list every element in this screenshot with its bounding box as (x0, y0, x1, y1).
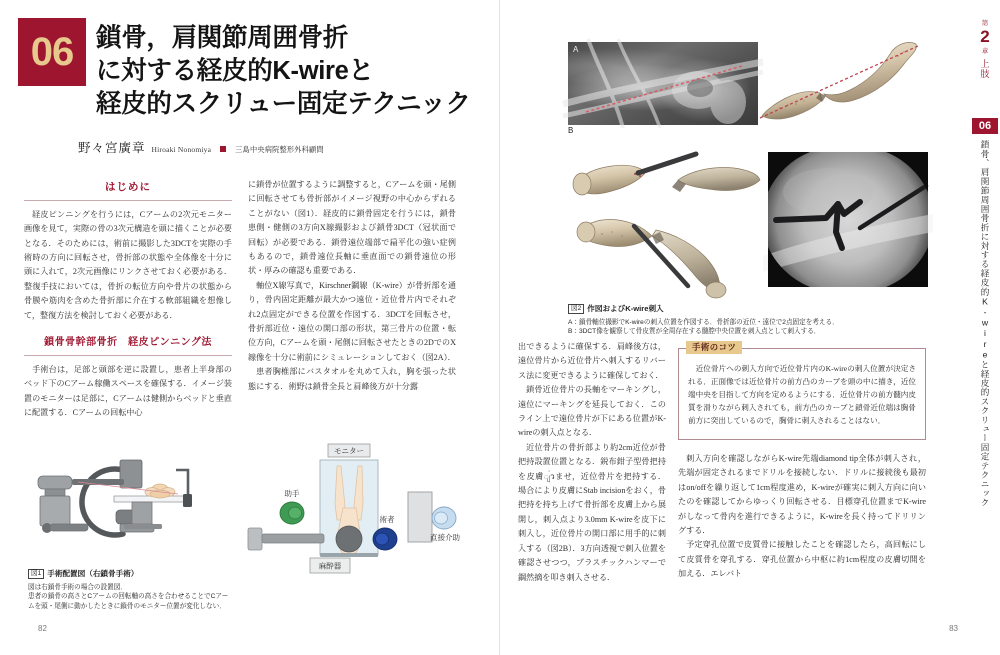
side-index-tab (970, 18, 1000, 578)
author-name: 野々宮廣章 (78, 141, 146, 155)
paragraph: 近位骨片の骨折部より約2cm近位が骨把持設置位置となる．鋭布鉗子型骨把持を皮膚ျ่วませ，近位骨片を把持する．場合により皮膚にStab incisionをおく，骨把持を持ち上げて骨折部を皮膚上から展開し，刺入点より3.0mm K-wireを皮下に刺入し，近位骨片の開口部に用手的に刺入する（図2B）．3方向透視で刺入位置を確認させつつ，プラスチックハンマーで鋼然摘を叩き刺入させる． (518, 442, 666, 582)
clavicle-3dct-svg (568, 140, 763, 300)
page-title (96, 22, 486, 121)
chapter-number-text: 06 (30, 30, 74, 74)
side-chapter-prefix: 第 (981, 20, 989, 27)
bullet-square-icon (220, 146, 226, 152)
or-room-layout-svg (248, 440, 473, 575)
figure-2-panel-b-renders (568, 126, 763, 300)
page-number-right: 83 (949, 624, 958, 633)
label-assistant: 助手 (284, 489, 300, 498)
paragraph: 手術台は，足部と頭部を逆に設置し，患者上半身部のベッド下のCアーム稼働スペースを確保する．イメージ装置のモニターは足部に，Cアームは健側からベッドと垂直に配置する．Cアームの回転中心 (24, 364, 232, 417)
figure-1-carm-illustration (28, 448, 243, 610)
figure-2-bone-render-top (758, 38, 923, 128)
paragraph: 患者胸椎部にバスタオルを丸めて入れ，胸を張った状態にする．術野は鎖骨全長と肩峰後方が十分露 (248, 367, 456, 391)
author-byline (78, 138, 324, 156)
figure-2-fluoroscopy-image (768, 152, 928, 287)
figure-2-title: 作図およびK-wire刺入 (587, 304, 664, 313)
figure-1-tag: 図1 (28, 569, 44, 579)
spacer (24, 323, 232, 334)
paragraph: 刺入方向を確認しながらK-wire先端diamond tip全体が刺入され，先端が固定されるまでドリルを接続しない．ドリルに接続後も最初はon/offを繰り返して1cm程度進め，K-wireが確実に刺入方向に向いたのを確認してからゆっくり回転させる．目標穿孔位置までK-wireがしなって骨内を進行できるように，K-wireを長く持ってドリリングする． (678, 454, 926, 536)
label-direct-assist: 直接介助 (430, 533, 460, 542)
fluoro-overlay-svg (768, 152, 928, 287)
label-surgeon: 術者 (379, 515, 395, 524)
side-vertical-title: 鎖骨、肩関節周囲骨折に対する経皮的K-wireと経皮的スクリュー固定テクニック (980, 140, 990, 508)
text-column-3 (518, 340, 666, 585)
right-page (500, 0, 1000, 655)
paragraph: 軸位X線写真で，Kirschner鋼線（K-wire）が骨折部を通り，骨内固定距離が最大かつ遠位・近位骨片内でそれぞれ2点固定ができる位置を作図する．3DCTを回転させ，骨折部近位・遠位の開口部の形状，第三骨片の位置・転位方向，Cアームを頭・尾側に回転させたときの2DでのX線像を十分に術前にシミュレーションしておく（図2A）． (248, 280, 456, 362)
figure-1-title: 手術配置図（右鎖骨手術） (47, 569, 139, 578)
label-anesthesia: 麻酔器 (318, 561, 342, 571)
figure-2-caption (568, 298, 928, 337)
side-part-label: 上肢 (979, 59, 990, 79)
paragraph: 予定穿孔位置で皮質骨に接触したことを確認したら，高回転にして皮質骨を穿孔する．穿孔位置から中枢に約1cm程度の皮膚切開を加える．エレバト (678, 540, 926, 579)
figure-1-room-layout (248, 440, 473, 575)
page-number-left: 82 (38, 624, 47, 633)
text-column-2 (248, 178, 456, 394)
text-column-1 (24, 178, 232, 420)
section-heading-intro: はじめに (24, 178, 232, 201)
figure-1-caption-line-3: ムを頭・尾側に動かしたときに鎖骨のモニター位置が変化しない． (28, 602, 226, 610)
author-romaji: Hiroaki Nonomiya (151, 145, 212, 154)
figure-2-caption-line-a: A：鎖骨軸位撮影でK-wireの刺入位置を作図する．骨折部の近位・遠位で2点固定を考える． (568, 318, 839, 326)
chapter-number-badge (18, 18, 86, 86)
side-section-badge: 06 (972, 118, 998, 134)
title-line-3: 経皮的スクリュー固定テクニック (96, 90, 471, 119)
side-chapter-number: 2 (980, 27, 990, 46)
surgical-tips-box (678, 342, 926, 440)
surgical-tips-text: 近位骨片への刺入方向で近位骨片内のK-wireの刺入位置が決定される．正面像では近位骨片の前方凸のカーブを頭の中に描き，近位端中央を目指して方向を定めるようにする．近位骨片の前方髄内皮質を滑りながら刺入されても，前方凸のカーブと鎖骨近位端は胸骨前方に突出しているので，胸骨に刺入されることはない． (688, 364, 916, 426)
figure-2-panel-a-xray (568, 42, 758, 125)
figure-1-caption-line-2: 患者の鎖骨の高さとCアームの回転軸の高さを合わせることでCアー (28, 593, 229, 601)
paragraph: 経皮ピンニングを行うには，Cアームの2次元モニター画像を見て，実際の骨の3次元構造を頭に描くことが必要となる．そのためには，術前に撮影した3DCTを実際の手術時の方向に回転させ，骨折部の状態や全体像を十分に頭に入れて，2次元画像にリンクさせておく必要がある．整復手技においては，骨折の転位方向や骨片の状態から骨膜や筋肉を含めた骨折部に介在する軟部組織を想像して，整復方法を検討しておく必要がある． (24, 209, 232, 320)
title-line-1: 鎖骨，肩関節周囲骨折 (96, 24, 349, 52)
carm-setup-svg (28, 448, 243, 556)
xray-a-overlay (568, 42, 758, 125)
author-affiliation: 三島中央病院整形外科顧問 (235, 146, 324, 154)
clavicle-3d-top-svg (758, 38, 923, 128)
label-monitor: モニター (334, 446, 364, 456)
figure-1-caption (28, 563, 243, 611)
paragraph: 鎖骨近位骨片の長軸をマーキングし，遠位にマーキングを延長しておく．このライン上で遠位骨片が下にある位置がK-wireの刺入点となる． (518, 385, 666, 438)
paragraph: に鎖骨が位置するように調整すると，Cアームを頭・尾側に回転させても骨折部がイメージ視野の中心からずれることがない（図1）．経皮的に鎖骨固定を行うには，鎖骨患側・健側の3方向X線撮影および鎖骨3DCT（冠状面で回転）が必要である．鎖骨遠位端部で扁平化の強い症例もあるので，鎖骨遠位長軸に垂直面での鎖骨遠位の形状・厚みの確認も重要である． (248, 180, 456, 276)
figure-1-caption-line-1: 図は右鎖骨手術の場合の設置図． (28, 583, 127, 591)
figure-2-caption-line-b: B：3DCT像を観察して骨皮質が全周存在する髄腔中央位置を刺入点として刺入する． (568, 328, 821, 336)
title-line-2: に対する経皮的K-wireと (96, 57, 374, 86)
text-column-4 (678, 452, 926, 582)
figure-2-panel-b-label: B (568, 126, 574, 135)
surgical-tips-label: 手術のコツ (686, 341, 742, 354)
side-chapter-marker (970, 18, 1000, 79)
side-chapter-suffix: 章 (981, 48, 989, 55)
section-heading-clavicle: 鎖骨骨幹部骨折 経皮ピンニング法 (24, 334, 232, 356)
figure-2-tag: 図2 (568, 304, 584, 314)
figure-2-panel-a-label: A (573, 45, 579, 54)
paragraph: 出できるように確保する．肩峰後方は，遠位骨片から近位骨片へ刺入するリバース法に変更できるように確保しておく． (518, 342, 666, 380)
